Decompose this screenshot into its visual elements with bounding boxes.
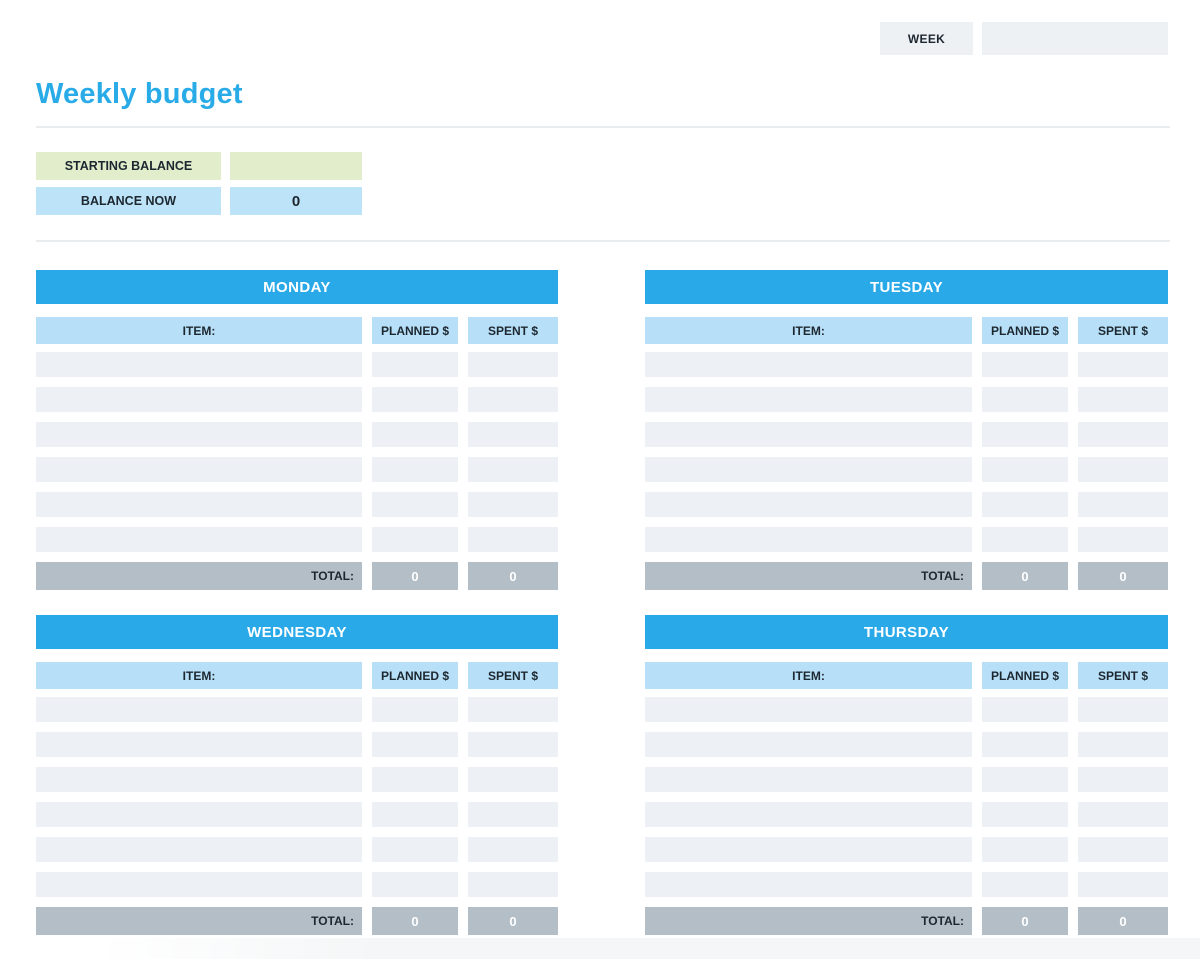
spent-cell[interactable] [1078, 732, 1168, 757]
table-row [645, 697, 1168, 722]
planned-cell[interactable] [982, 732, 1068, 757]
column-header-spent: SPENT $ [1078, 662, 1168, 689]
total-label: TOTAL: [36, 562, 362, 590]
total-row [645, 907, 1168, 935]
planned-cell[interactable] [982, 837, 1068, 862]
spent-cell[interactable] [1078, 457, 1168, 482]
planned-cell[interactable] [982, 387, 1068, 412]
day-name: TUESDAY [869, 278, 944, 296]
spent-cell[interactable] [468, 527, 558, 552]
day-name: MONDAY [263, 278, 331, 296]
planned-cell[interactable] [372, 492, 458, 517]
planned-cell[interactable] [982, 352, 1068, 377]
spent-cell[interactable] [1078, 422, 1168, 447]
table-row [36, 872, 558, 897]
spent-cell[interactable] [468, 387, 558, 412]
table-row [645, 387, 1168, 412]
day-header [645, 270, 1168, 304]
spent-cell[interactable] [468, 837, 558, 862]
page-bottom-edge [0, 938, 1200, 959]
planned-cell[interactable] [982, 697, 1068, 722]
planned-cell[interactable] [372, 527, 458, 552]
table-row [36, 837, 558, 862]
column-header-spent: SPENT $ [1078, 317, 1168, 344]
week-label: WEEK [880, 22, 973, 55]
total-spent-value: 0 [468, 907, 558, 935]
item-cell[interactable] [645, 352, 972, 377]
table-row [36, 422, 558, 447]
spent-cell[interactable] [1078, 802, 1168, 827]
starting-balance-field[interactable] [230, 152, 362, 180]
day-header [36, 270, 558, 304]
total-label: TOTAL: [645, 562, 972, 590]
rows [36, 352, 558, 552]
spent-cell[interactable] [1078, 872, 1168, 897]
day-name: WEDNESDAY [247, 623, 347, 641]
column-header-row [645, 662, 1168, 689]
table-row [645, 422, 1168, 447]
item-cell[interactable] [36, 697, 362, 722]
column-header-item: ITEM: [36, 317, 362, 344]
column-header-planned: PLANNED $ [982, 662, 1068, 689]
planned-cell[interactable] [372, 457, 458, 482]
spent-cell[interactable] [1078, 492, 1168, 517]
divider-top [36, 126, 1170, 128]
item-cell[interactable] [36, 872, 362, 897]
total-planned-value: 0 [982, 907, 1068, 935]
planned-cell[interactable] [372, 802, 458, 827]
table-row [645, 492, 1168, 517]
item-cell[interactable] [645, 802, 972, 827]
table-row [645, 527, 1168, 552]
item-cell[interactable] [36, 802, 362, 827]
total-row [36, 562, 558, 590]
item-cell[interactable] [36, 457, 362, 482]
planned-cell[interactable] [982, 527, 1068, 552]
day-table [645, 615, 1168, 935]
total-planned-value: 0 [372, 562, 458, 590]
starting-balance-row [36, 152, 362, 180]
rows [36, 697, 558, 897]
total-row [36, 907, 558, 935]
spent-cell[interactable] [1078, 527, 1168, 552]
table-row [645, 457, 1168, 482]
planned-cell[interactable] [372, 767, 458, 792]
table-row [36, 732, 558, 757]
item-cell[interactable] [36, 837, 362, 862]
item-cell[interactable] [36, 732, 362, 757]
week-value-field[interactable] [982, 22, 1168, 55]
column-header-spent: SPENT $ [468, 662, 558, 689]
column-header-row [36, 662, 558, 689]
column-header-item: ITEM: [645, 317, 972, 344]
total-planned-value: 0 [982, 562, 1068, 590]
balance-block [36, 152, 362, 222]
total-planned-value: 0 [372, 907, 458, 935]
column-header-row [645, 317, 1168, 344]
planned-cell[interactable] [982, 492, 1068, 517]
table-row [36, 352, 558, 377]
table-row [645, 732, 1168, 757]
spent-cell[interactable] [1078, 352, 1168, 377]
planned-cell[interactable] [372, 697, 458, 722]
table-row [36, 802, 558, 827]
planned-cell[interactable] [372, 732, 458, 757]
spent-cell[interactable] [1078, 697, 1168, 722]
item-cell[interactable] [36, 492, 362, 517]
planned-cell[interactable] [372, 837, 458, 862]
item-cell[interactable] [36, 767, 362, 792]
item-cell[interactable] [645, 872, 972, 897]
table-row [36, 697, 558, 722]
item-cell[interactable] [645, 492, 972, 517]
tables-grid [36, 270, 1168, 935]
table-row [645, 802, 1168, 827]
spent-cell[interactable] [468, 457, 558, 482]
total-label: TOTAL: [645, 907, 972, 935]
column-header-planned: PLANNED $ [982, 317, 1068, 344]
rows [645, 697, 1168, 897]
planned-cell[interactable] [982, 802, 1068, 827]
item-cell[interactable] [645, 422, 972, 447]
table-row [36, 457, 558, 482]
day-table [36, 270, 558, 590]
item-cell[interactable] [645, 837, 972, 862]
day-header [36, 615, 558, 649]
page-title: Weekly budget [36, 78, 243, 110]
spent-cell[interactable] [1078, 387, 1168, 412]
item-cell[interactable] [645, 767, 972, 792]
planned-cell[interactable] [982, 767, 1068, 792]
table-row [36, 492, 558, 517]
column-header-item: ITEM: [36, 662, 362, 689]
column-header-planned: PLANNED $ [372, 662, 458, 689]
spent-cell[interactable] [1078, 837, 1168, 862]
day-header [645, 615, 1168, 649]
spent-cell[interactable] [1078, 767, 1168, 792]
planned-cell[interactable] [372, 872, 458, 897]
spent-cell[interactable] [468, 352, 558, 377]
rows [645, 352, 1168, 552]
table-row [645, 872, 1168, 897]
table-row [645, 352, 1168, 377]
starting-balance-label: STARTING BALANCE [36, 152, 221, 180]
item-cell[interactable] [645, 527, 972, 552]
table-row [645, 837, 1168, 862]
spent-cell[interactable] [468, 422, 558, 447]
table-row [36, 527, 558, 552]
planned-cell[interactable] [982, 457, 1068, 482]
spent-cell[interactable] [468, 732, 558, 757]
item-cell[interactable] [36, 527, 362, 552]
total-spent-value: 0 [1078, 907, 1168, 935]
spent-cell[interactable] [468, 697, 558, 722]
planned-cell[interactable] [372, 352, 458, 377]
item-cell[interactable] [36, 352, 362, 377]
total-spent-value: 0 [1078, 562, 1168, 590]
item-cell[interactable] [645, 732, 972, 757]
total-label: TOTAL: [36, 907, 362, 935]
planned-cell[interactable] [372, 422, 458, 447]
day-table [645, 270, 1168, 590]
balance-now-value: 0 [230, 187, 362, 215]
spent-cell[interactable] [468, 872, 558, 897]
table-row [645, 767, 1168, 792]
item-cell[interactable] [36, 387, 362, 412]
item-cell[interactable] [645, 697, 972, 722]
column-header-spent: SPENT $ [468, 317, 558, 344]
planned-cell[interactable] [982, 872, 1068, 897]
item-cell[interactable] [36, 422, 362, 447]
balance-now-label: BALANCE NOW [36, 187, 221, 215]
planned-cell[interactable] [982, 422, 1068, 447]
total-row [645, 562, 1168, 590]
spent-cell[interactable] [468, 492, 558, 517]
day-name: THURSDAY [863, 623, 950, 641]
week-bar [880, 22, 1168, 55]
column-header-item: ITEM: [645, 662, 972, 689]
divider-balance [36, 240, 1170, 242]
balance-now-row [36, 187, 362, 215]
item-cell[interactable] [645, 457, 972, 482]
spent-cell[interactable] [468, 802, 558, 827]
item-cell[interactable] [645, 387, 972, 412]
total-spent-value: 0 [468, 562, 558, 590]
column-header-row [36, 317, 558, 344]
spent-cell[interactable] [468, 767, 558, 792]
day-table [36, 615, 558, 935]
table-row [36, 387, 558, 412]
planned-cell[interactable] [372, 387, 458, 412]
table-row [36, 767, 558, 792]
column-header-planned: PLANNED $ [372, 317, 458, 344]
